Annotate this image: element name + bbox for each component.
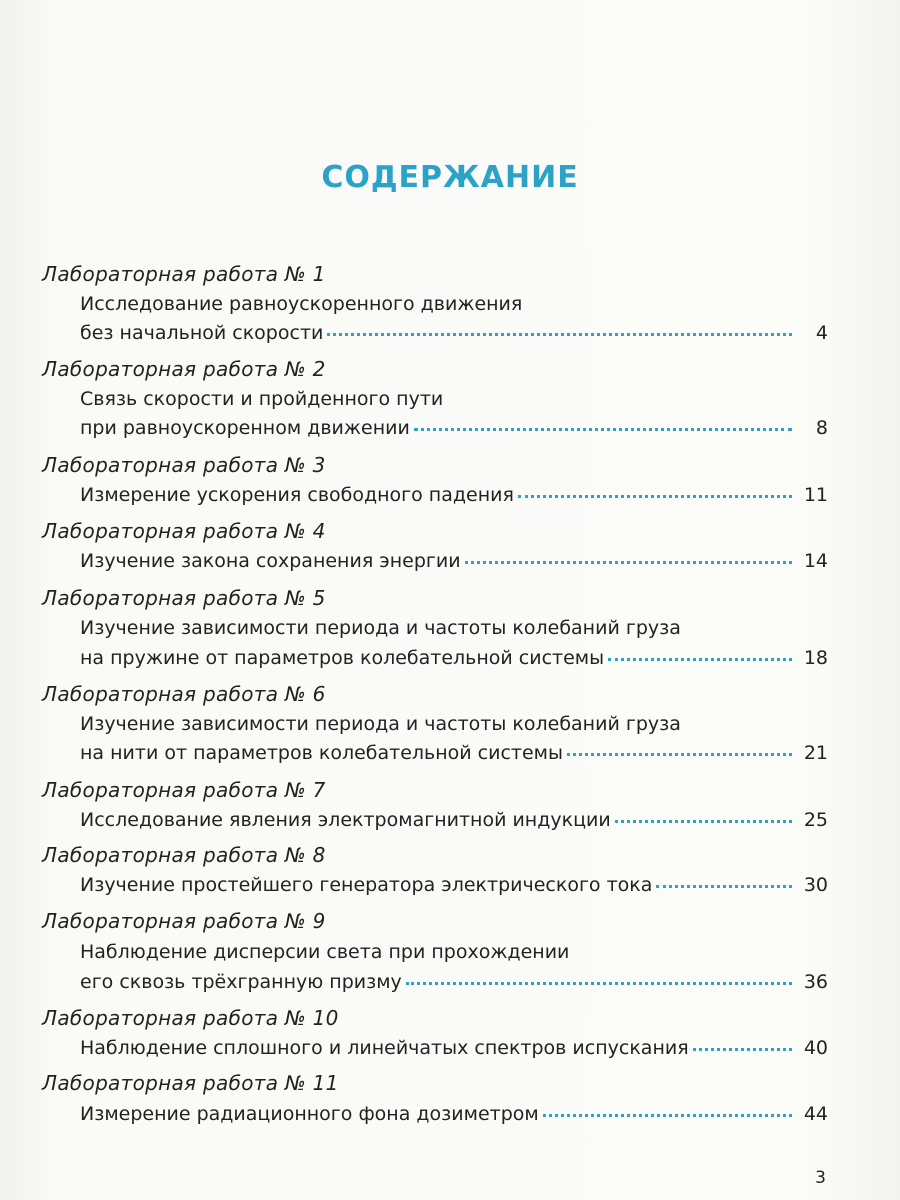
toc-page-number: 18 — [803, 647, 828, 669]
toc-entry-last-line — [80, 1103, 828, 1125]
toc-lab-heading: Лабораторная работа № 9 — [42, 909, 326, 933]
dot-leader — [608, 658, 792, 661]
toc-entry-text: на пружине от параметров колебательной системы — [80, 647, 605, 669]
toc-lab-heading: Лабораторная работа № 1 — [42, 262, 326, 286]
toc-entry-last-line — [80, 417, 828, 439]
toc-entry-last-line — [80, 550, 828, 572]
toc-entry-text: Измерение ускорения свободного падения — [80, 484, 514, 506]
toc-entry-text: Исследование явления электромагнитной индукции — [80, 809, 611, 831]
toc-entry-line: Изучение зависимости периода и частоты колебаний груза — [80, 713, 681, 735]
toc-lab-heading: Лабораторная работа № 4 — [42, 519, 326, 543]
toc-lab-heading: Лабораторная работа № 10 — [42, 1006, 339, 1030]
toc-entry-text: Изучение закона сохранения энергии — [80, 550, 461, 572]
toc-entry-line: Исследование равноускоренного движения — [80, 293, 523, 315]
toc-entry-text: его сквозь трёхгранную призму — [80, 971, 402, 993]
toc-entry-last-line — [80, 809, 828, 831]
toc-lab-heading: Лабораторная работа № 3 — [42, 453, 326, 477]
toc-entry-text: Наблюдение сплошного и линейчатых спектров испускания — [80, 1037, 689, 1059]
toc-entry-last-line — [80, 1037, 828, 1059]
toc-entry-line: Связь скорости и пройденного пути — [80, 388, 444, 410]
dot-leader — [465, 561, 792, 564]
toc-entry-line: Изучение зависимости периода и частоты колебаний груза — [80, 617, 681, 639]
toc-lab-heading: Лабораторная работа № 6 — [42, 682, 326, 706]
toc-page-number: 11 — [803, 484, 828, 506]
page-title: СОДЕРЖАНИЕ — [321, 160, 579, 195]
toc-entry-last-line — [80, 647, 828, 669]
toc-lab-heading: Лабораторная работа № 2 — [42, 357, 326, 381]
toc-page-number: 4 — [815, 322, 828, 344]
toc-lab-heading: Лабораторная работа № 7 — [42, 778, 326, 802]
dot-leader — [656, 885, 792, 888]
dot-leader — [693, 1048, 792, 1051]
toc-entry-text: при равноускоренном движении — [80, 417, 410, 439]
toc-entry-text: на нити от параметров колебательной системы — [80, 742, 564, 764]
dot-leader — [327, 333, 792, 336]
page-footer-number: 3 — [815, 1168, 826, 1188]
dot-leader — [406, 982, 792, 985]
toc-entry-last-line — [80, 742, 828, 764]
dot-leader — [567, 753, 792, 756]
toc-page-number: 36 — [803, 971, 828, 993]
toc-entry-text: без начальной скорости — [80, 322, 324, 344]
dot-leader — [414, 428, 792, 431]
toc-page-number: 25 — [803, 809, 828, 831]
toc-entry-text: Измерение радиационного фона дозиметром — [80, 1103, 539, 1125]
dot-leader — [543, 1114, 792, 1117]
toc-lab-heading: Лабораторная работа № 5 — [42, 586, 326, 610]
toc-entry-last-line — [80, 874, 828, 896]
toc-lab-heading: Лабораторная работа № 8 — [42, 843, 326, 867]
toc-entry-last-line — [80, 484, 828, 506]
toc-entry-line: Наблюдение дисперсии света при прохождении — [80, 941, 570, 963]
toc-page-number: 21 — [803, 742, 828, 764]
toc-entry-last-line — [80, 322, 828, 344]
toc-page-number: 30 — [803, 874, 828, 896]
toc-entry-text: Изучение простейшего генератора электрического тока — [80, 874, 653, 896]
toc-entry-last-line — [80, 971, 828, 993]
toc-page-number: 40 — [803, 1037, 828, 1059]
toc-page-number: 14 — [803, 550, 828, 572]
dot-leader — [518, 495, 792, 498]
toc-page-number: 8 — [815, 417, 828, 439]
toc-page-number: 44 — [803, 1103, 828, 1125]
dot-leader — [615, 820, 792, 823]
toc-lab-heading: Лабораторная работа № 11 — [42, 1071, 339, 1095]
